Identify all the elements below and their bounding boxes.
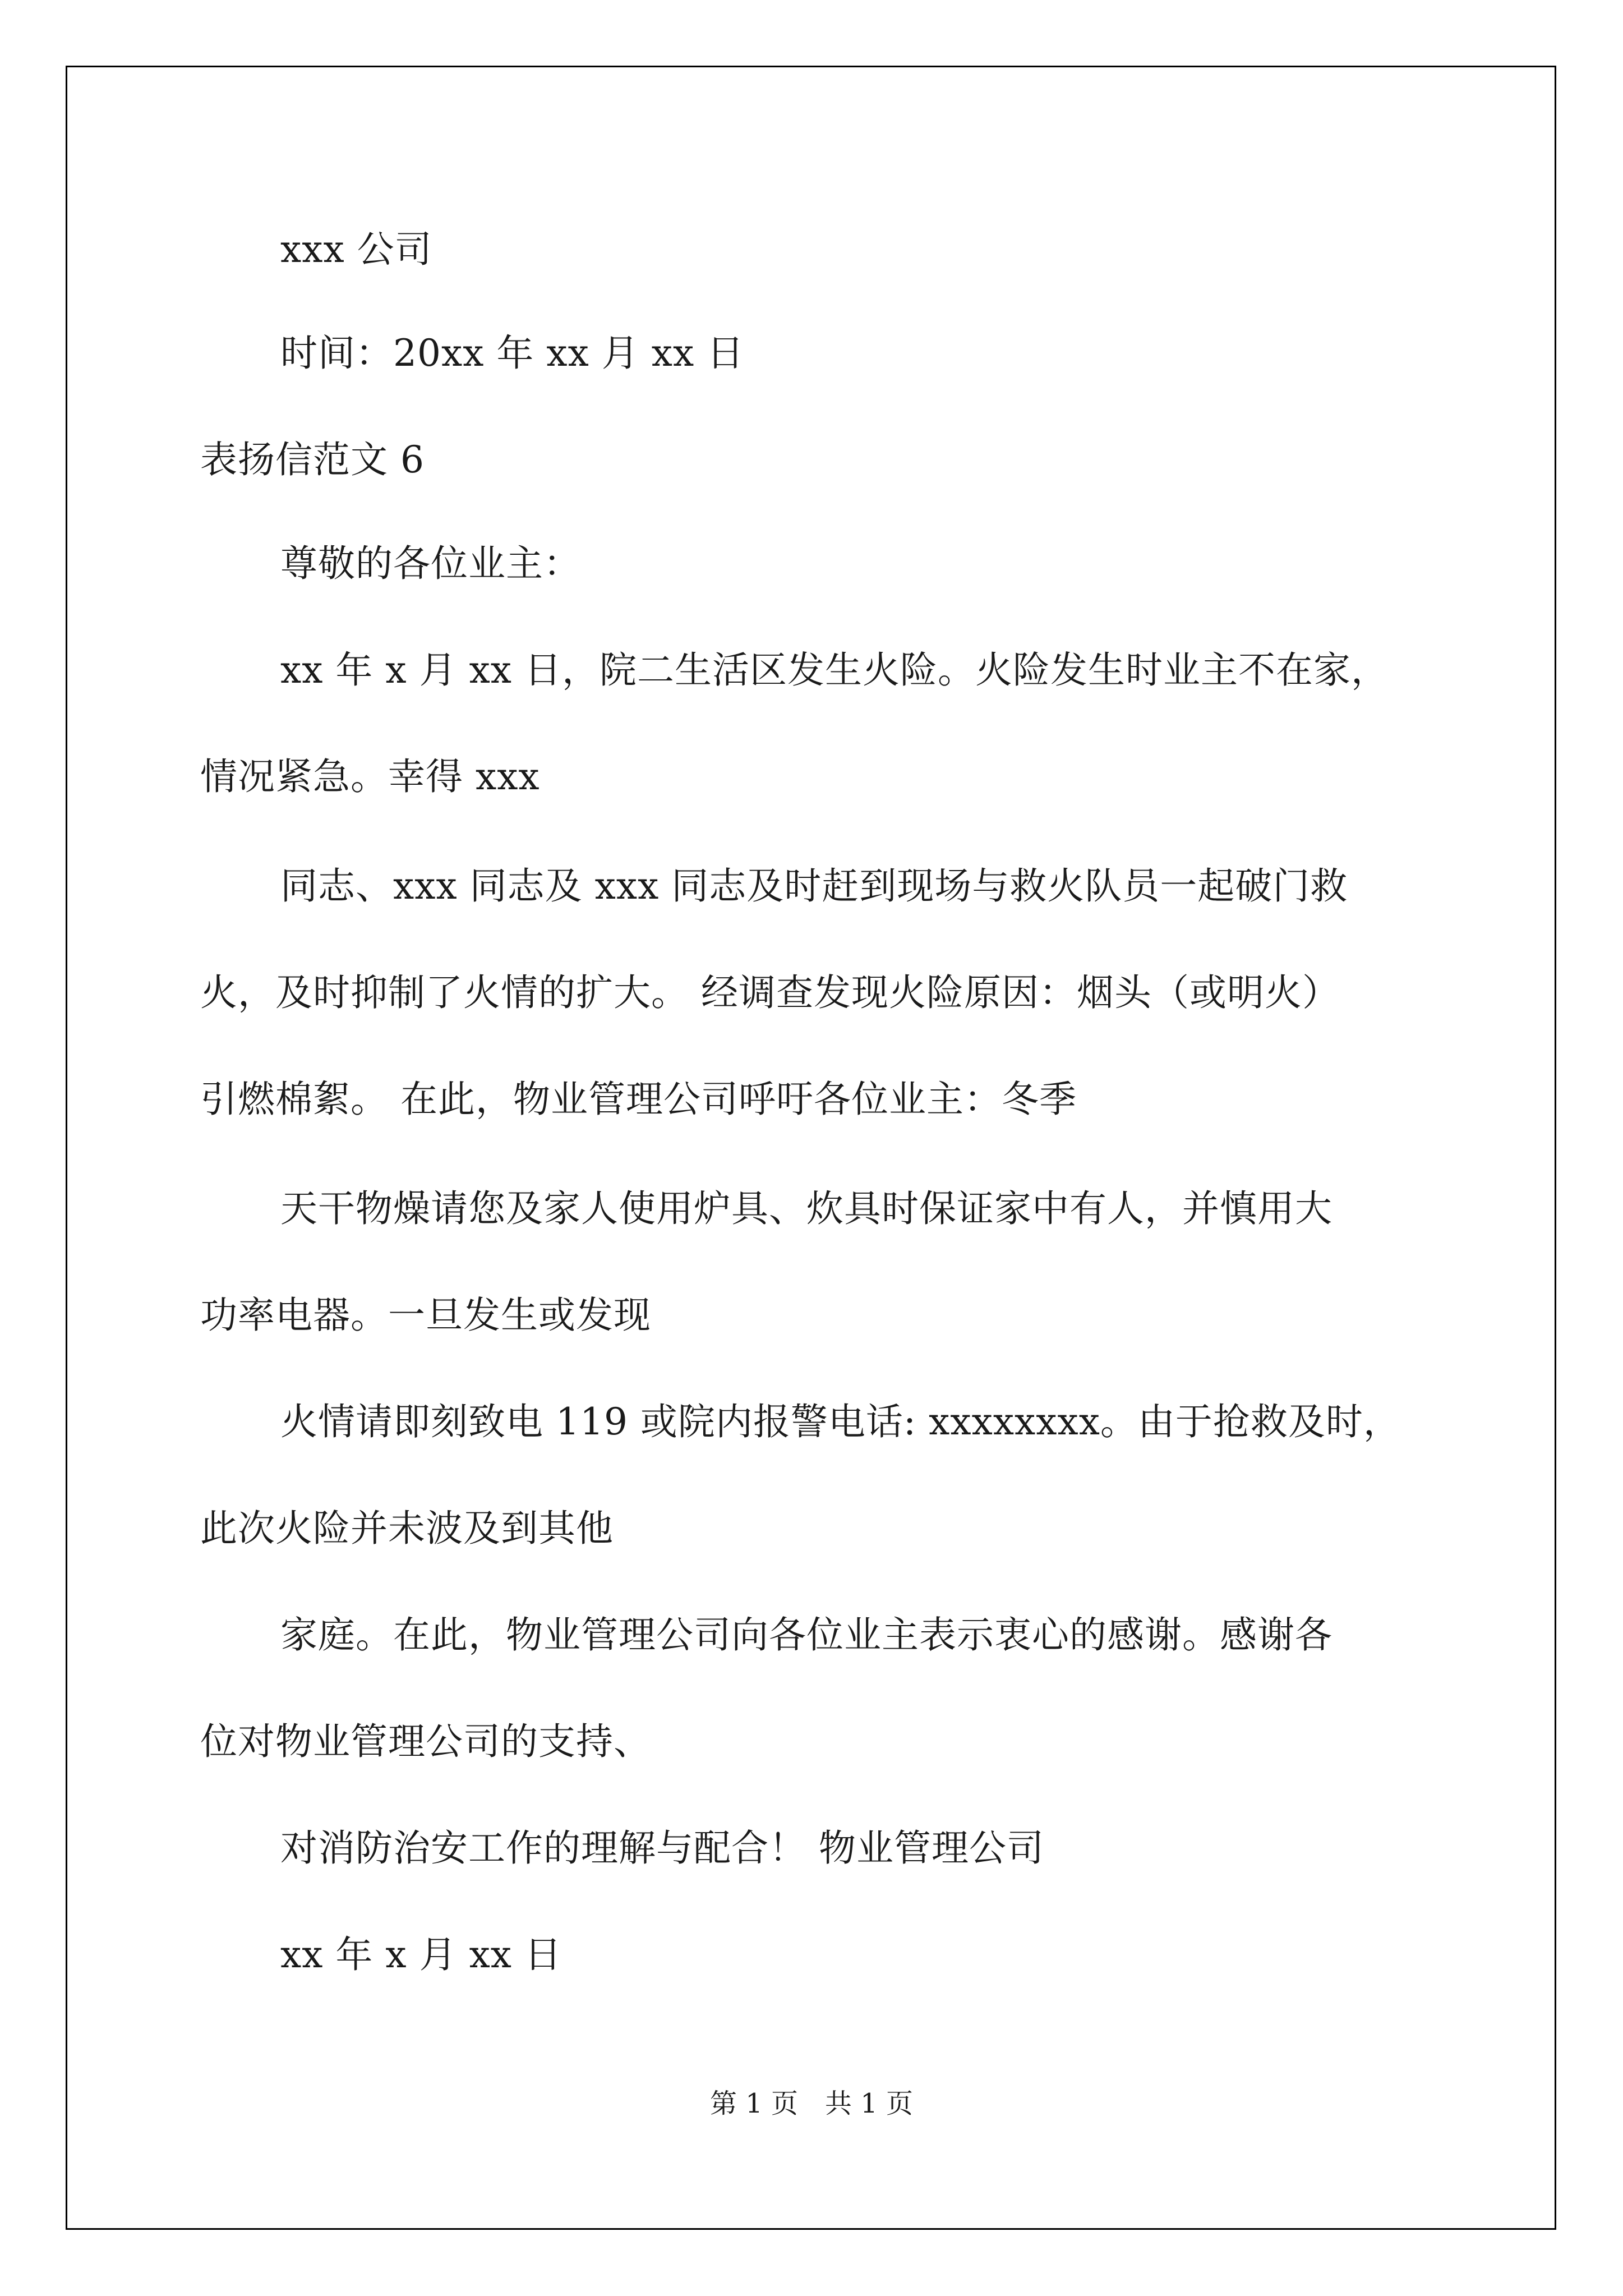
page-border bbox=[66, 66, 1556, 2230]
body-line: xx 年 x 月 xx 日，院二生活区发生火险。火险发生时业主不在家， bbox=[280, 648, 1389, 692]
body-line: 此次火险并未波及到其他 bbox=[200, 1507, 614, 1550]
body-line: 情况紧急。幸得 xxx bbox=[200, 755, 540, 798]
body-line: 位对物业管理公司的支持、 bbox=[200, 1720, 651, 1763]
body-line: 同志、xxx 同志及 xxx 同志及时赶到现场与救火队员一起破门救 bbox=[280, 864, 1348, 908]
salutation-line: 尊敬的各位业主： bbox=[280, 542, 581, 585]
date-line: 时间：20xx 年 xx 月 xx 日 bbox=[280, 332, 745, 375]
body-line: 火情请即刻致电 119 或院内报警电话: xxxxxxxx。由于抢救及时， bbox=[280, 1400, 1401, 1443]
company-name-line: xxx 公司 bbox=[280, 228, 432, 271]
body-line: 火，及时抑制了火情的扩大。 经调查发现火险原因：烟头（或明火） bbox=[200, 971, 1340, 1014]
body-line: 家庭。在此，物业管理公司向各位业主表示衷心的感谢。感谢各 bbox=[280, 1613, 1332, 1657]
section-title: 表扬信范文 6 bbox=[200, 438, 425, 481]
body-line: 功率电器。一旦发生或发现 bbox=[200, 1294, 651, 1337]
body-line: 天干物燥请您及家人使用炉具、炊具时保证家中有人，并慎用大 bbox=[280, 1187, 1332, 1230]
body-line: 引燃棉絮。 在此，物业管理公司呼吁各位业主：冬季 bbox=[200, 1078, 1077, 1121]
signature-date-line: xx 年 x 月 xx 日 bbox=[280, 1933, 562, 1976]
closing-line: 对消防治安工作的理解与配合！ 物业管理公司 bbox=[280, 1826, 1044, 1870]
page-number-footer: 第 1 页 共 1 页 bbox=[709, 2088, 914, 2119]
